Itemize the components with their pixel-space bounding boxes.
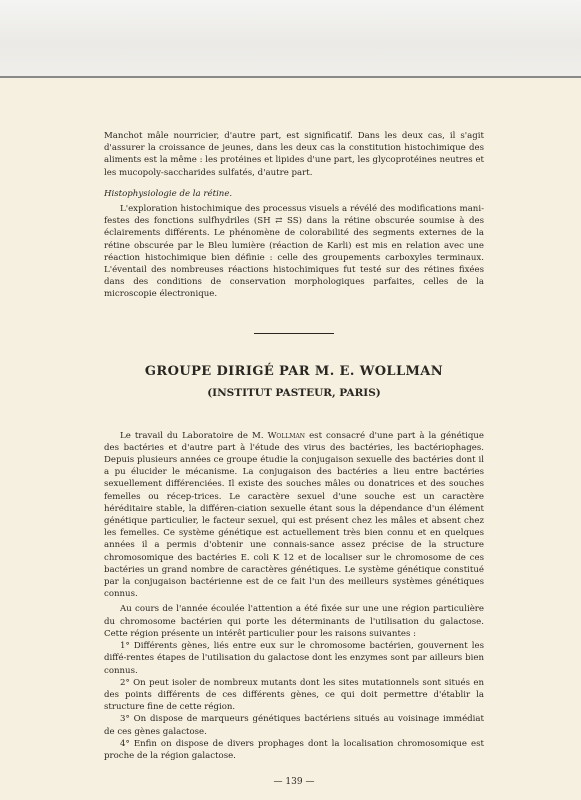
p1-before: Le travail du Laboratoire de M.: [120, 430, 268, 441]
page-content: [104, 130, 484, 788]
retina-section-title: Histophysiologie de la rétine.: [104, 188, 233, 199]
retina-paragraph: L'exploration histochimique des processus visuels a révélé des modifications mani-festes des fonctions sulfhydriles (SH ⇄ SS) dans la rétine obscurée soumise à des éclairements différents. Le phénomène de colorabilité des segments externes de la rétine obscurée par le Bleu lumière (réaction de Karli) est mis en relation avec une réaction histochimique bien définie : celle des groupements carboxyles terminaux. L'éventail des nombreuses réactions histochimiques fut testé sur des rétines fixées dans des conditions de conservation morphologiques parfaites, celles de la microscopie électronique.: [104, 204, 484, 300]
page-number: — 139 —: [273, 777, 315, 788]
p1-after: est consacré d'une part à la génétique des bactéries et d'autre part à l'étude des virus des bactéries, les bactériophages. Depuis plusieurs années ce groupe étudie la conjugaison sexuelle des bactéries dont il a pu élucider le mécanisme. La conjugaison des bactéries a lieu entre bactéries sexuellement différenciées. Il existe des souches mâles ou donatrices et des souches femelles ou récep-trices. Le caractère sexuel d'une souche est un caractère héréditaire stable, la différen-ciation sexuelle étant sous la dépendance d'un élément génétique particulier, le facteur sexuel, qui est présent chez les mâles et absent chez les femelles. Ce système génétique est actuellement très bien connu et en quelques années il a permis d'obtenir une connais-sance assez précise de la structure chromosomique des bactéries E. coli K 12 et de localiser sur le chromosome de ces bactéries un grand nombre de caractères génétiques. Le système génétique constitué par la conjugaison bactérienne est de ce fait l'un des meilleurs systèmes génétiques connus.: [104, 430, 484, 600]
scanner-background: [0, 0, 581, 80]
group-paragraph-1: [104, 430, 484, 601]
section-divider: [254, 333, 334, 334]
list-item-3: 3° On dispose de marqueurs génétiques bactériens situés au voisinage immédiat de ces gènes galactose.: [104, 714, 484, 737]
group-paragraph-2: Au cours de l'année écoulée l'attention a été fixée sur une une région particulière du chromosome bactérien qui porte les déterminants de l'utilisation du galactose. Cette région présente un intérêt particulier pour les raisons suivantes :: [104, 604, 484, 639]
wollman-name: Wollman: [267, 430, 306, 441]
list-item-1: 1° Différents gènes, liés entre eux sur le chromosome bactérien, gouvernent les diffé-rentes étapes de l'utilisation du galactose dont les enzymes sont par ailleurs bien connus.: [104, 641, 484, 676]
list-item-2: 2° On peut isoler de nombreux mutants dont les sites mutationnels sont situés en des points différents de ces différents gènes, ce qui doit permettre d'établir la structure fine de cette région.: [104, 677, 484, 713]
group-subheading: (INSTITUT PASTEUR, PARIS): [207, 386, 381, 399]
list-item-4: 4° Enfin on dispose de divers prophages dont la localisation chromosomique est proche de la région galactose.: [104, 738, 484, 761]
intro-paragraph: Manchot mâle nourricier, d'autre part, est significatif. Dans les deux cas, il s'agit d'assurer la croissance de jeunes, dans les deux cas la constitution histochimique des aliments est la même : les protéines et lipides d'une part, les glycoprotéines neutres et les mucopoly-saccharides sulfatés, d'autre part.: [104, 131, 484, 178]
group-heading: GROUPE DIRIGÉ PAR M. E. WOLLMAN: [144, 363, 444, 379]
